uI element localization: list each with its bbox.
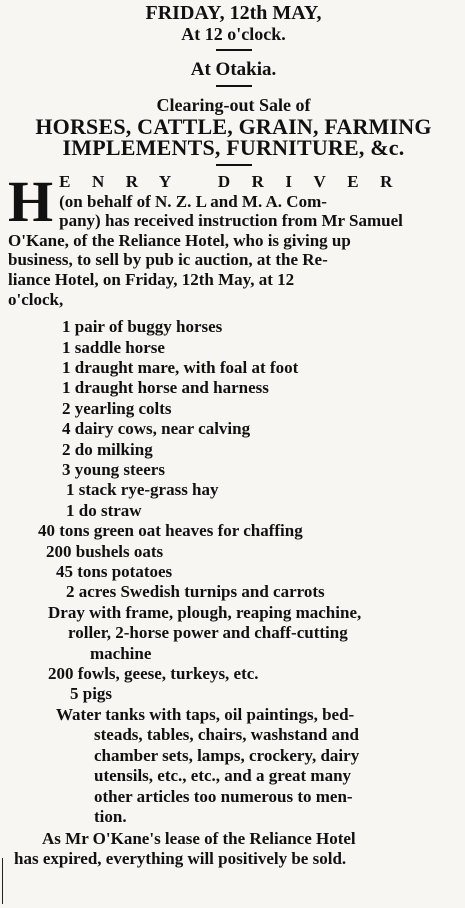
intro-line: o'clock, xyxy=(8,289,64,309)
sale-place: At Otakia. xyxy=(190,59,277,80)
list-item: 1 saddle horse xyxy=(62,337,165,357)
divider xyxy=(216,164,252,166)
list-item: roller, 2-horse power and chaff-cutting xyxy=(68,623,348,643)
list-item: 1 draught horse and harness xyxy=(62,378,269,398)
intro-paragraph xyxy=(8,169,459,309)
sale-date: FRIDAY, 12th MAY, xyxy=(145,2,322,24)
list-item: 45 tons potatoes xyxy=(56,562,173,582)
intro-line: liance Hotel, on Friday, 12th May, at 12 xyxy=(8,269,295,289)
list-item: machine xyxy=(90,643,152,663)
closing-line: has expired, everything will positively be sold. xyxy=(14,849,347,869)
item-list xyxy=(8,317,459,827)
intro-line: O'Kane, of the Reliance Hotel, who is giving up xyxy=(8,230,351,250)
list-item: 4 dairy cows, near calving xyxy=(62,419,251,439)
list-item: 1 draught mare, with foal at foot xyxy=(62,357,299,377)
list-item: 40 tons green oat heaves for chaffing xyxy=(38,521,303,541)
intro-line: pany) has received instruction from Mr Samuel xyxy=(59,211,403,231)
list-item: 200 fowls, geese, turkeys, etc. xyxy=(48,664,259,684)
column-rule xyxy=(2,858,3,904)
list-item: utensils, etc., etc., and a great many xyxy=(94,766,352,786)
list-item: 200 bushels oats xyxy=(46,541,164,561)
list-item: 1 do straw xyxy=(66,500,142,520)
divider xyxy=(216,49,252,51)
sale-time: At 12 o'clock. xyxy=(181,24,286,44)
list-item: 2 yearling colts xyxy=(62,398,172,418)
list-item: tion. xyxy=(94,806,127,826)
goods-heading-line1: HORSES, CATTLE, GRAIN, FARMING xyxy=(35,114,432,139)
list-item: 5 pigs xyxy=(70,684,113,704)
sale-title: Clearing-out Sale of xyxy=(156,95,311,115)
list-item: 3 young steers xyxy=(62,460,165,479)
list-item: other articles too numerous to men- xyxy=(94,786,353,806)
list-item: chamber sets, lamps, crockery, dairy xyxy=(94,745,360,765)
closing-paragraph xyxy=(8,829,459,869)
list-item: 2 do milking xyxy=(62,439,153,459)
list-item: Dray with frame, plough, reaping machine, xyxy=(48,602,362,622)
drop-cap: H xyxy=(8,169,54,234)
intro-line: business, to sell by pub ic auction, at the Re- xyxy=(8,250,328,270)
list-item: 1 pair of buggy horses xyxy=(62,317,223,337)
list-item: 1 stack rye-grass hay xyxy=(66,480,219,500)
list-item: Water tanks with taps, oil paintings, bed- xyxy=(56,704,355,724)
intro-line: (on behalf of N. Z. L and M. A. Com- xyxy=(59,191,327,211)
list-item: 2 acres Swedish turnips and carrots xyxy=(66,582,325,602)
goods-heading-line2: IMPLEMENTS, FURNITURE, &c. xyxy=(62,135,405,160)
list-item: steads, tables, chairs, washstand and xyxy=(94,725,359,745)
auctioneer-name: ENRY DRIVER xyxy=(59,172,414,191)
divider xyxy=(216,85,252,87)
closing-line: As Mr O'Kane's lease of the Reliance Hotel xyxy=(42,829,356,849)
